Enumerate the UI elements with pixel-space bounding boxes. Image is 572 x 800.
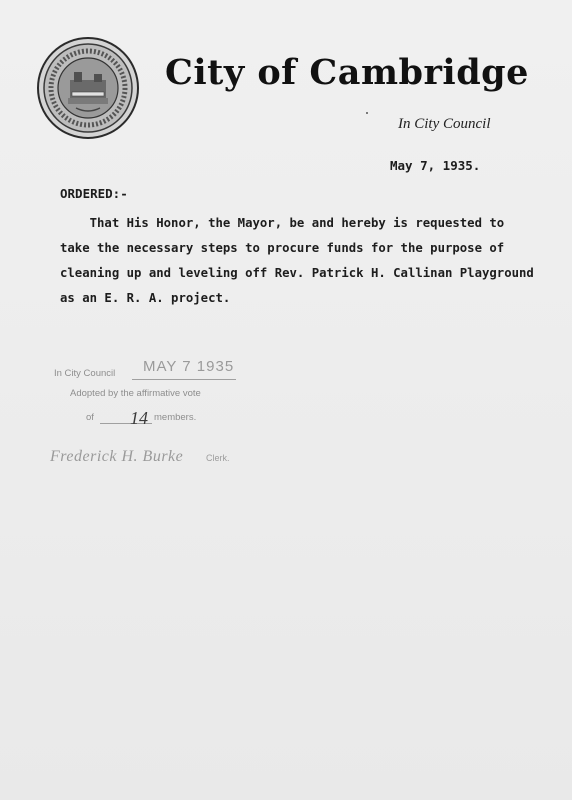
order-body-line: take the necessary steps to procure funds for the purpose of (60, 241, 505, 255)
stamp-adopted-text: Adopted by the affirmative vote (70, 388, 201, 399)
order-body-line: That His Honor, the Mayor, be and hereby is requested to (60, 216, 505, 230)
stamp-rule (132, 379, 236, 380)
clerk-signature: Frederick H. Burke (50, 448, 184, 465)
stamp-date: MAY 7 1935 (143, 358, 235, 375)
city-seal-icon (36, 36, 140, 140)
order-heading: ORDERED:- (60, 186, 128, 201)
stamp-label: In City Council (54, 368, 116, 379)
order-body-line: as an E. R. A. project. (60, 291, 231, 305)
paper-speck (366, 112, 368, 114)
clerk-label: Clerk. (206, 453, 230, 463)
stamp-of-label: of (86, 412, 94, 423)
letterhead-subtitle: In City Council (398, 116, 491, 132)
order-body-line: cleaning up and leveling off Rev. Patrick H. Callinan Playground (60, 266, 534, 280)
stamp-members-label: members. (154, 412, 197, 423)
order-date: May 7, 1935. (390, 158, 481, 173)
member-count: 14 (130, 408, 148, 428)
letterhead-title: City of Cambridge (165, 52, 529, 93)
